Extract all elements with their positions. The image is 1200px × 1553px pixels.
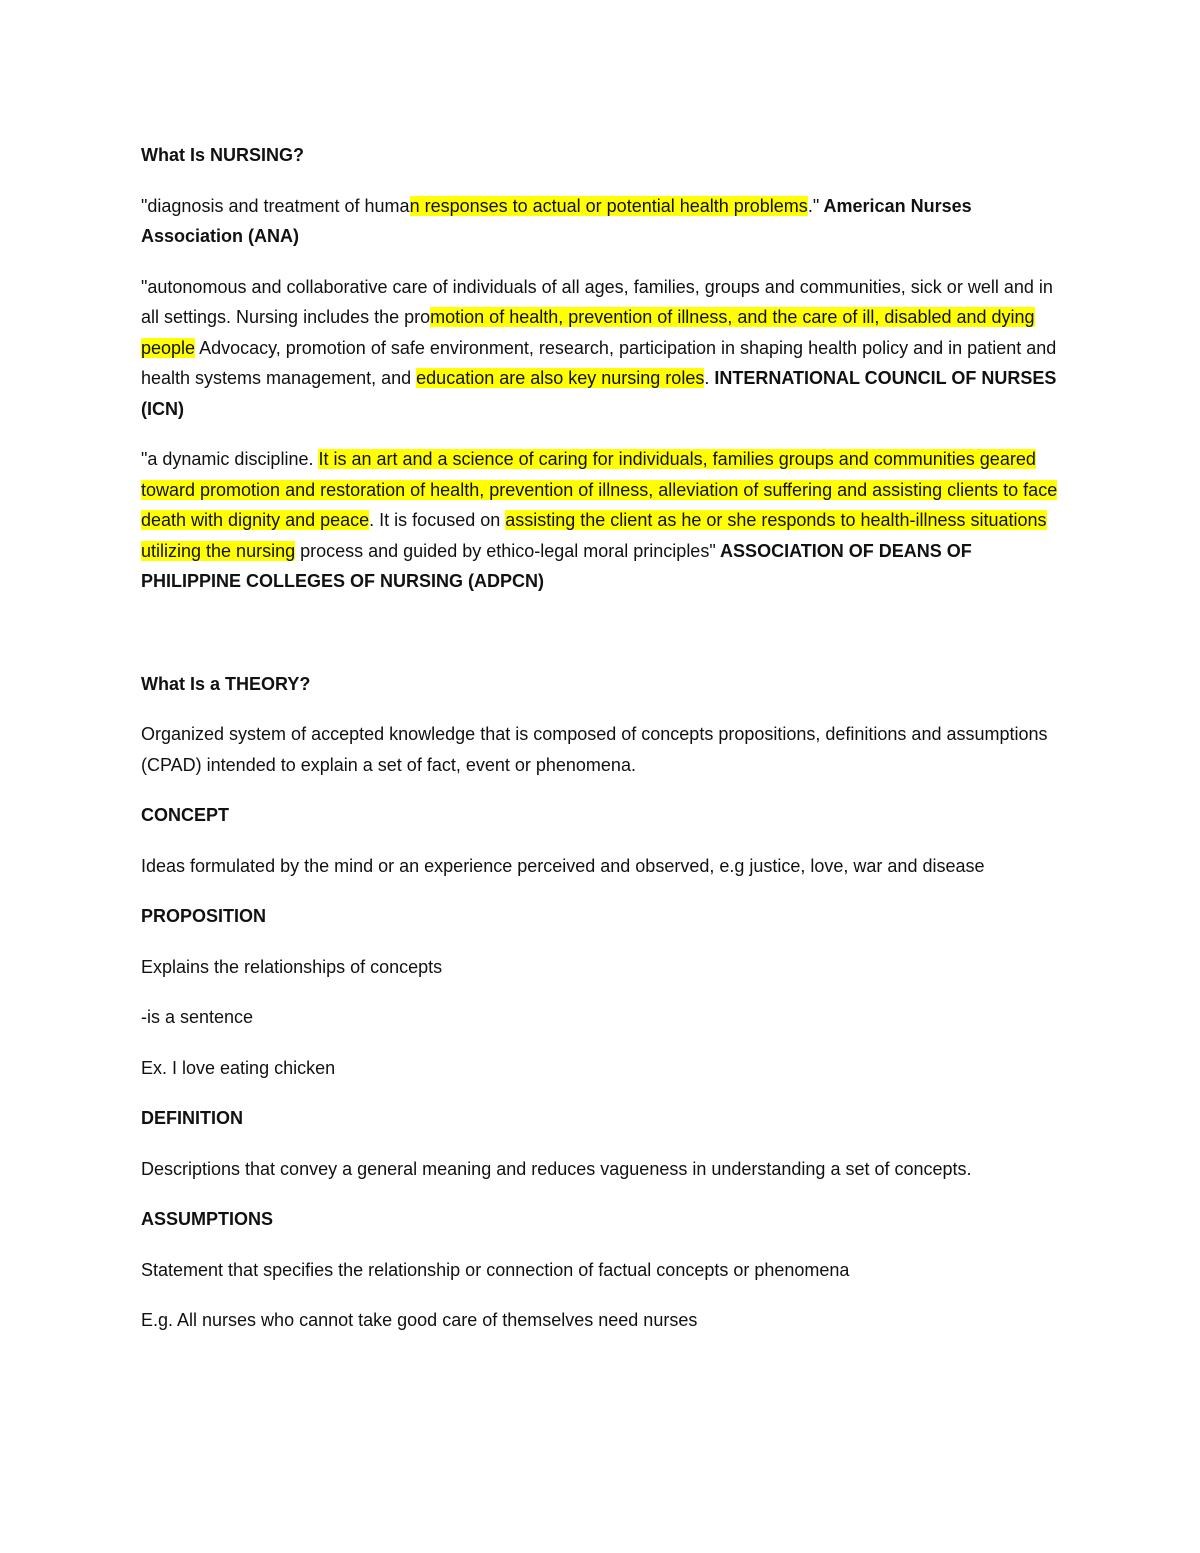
adpcn-text-1: "a dynamic discipline. — [141, 449, 319, 469]
adpcn-highlight-1: It is an art and a science of caring for individuals, families groups and communities geared toward promotion and restoration of health, prevention of illness, alleviation of suffering and assisting clients to face death with dignity and peace — [141, 449, 1058, 530]
nursing-heading: What Is NURSING? — [141, 145, 305, 165]
assumptions-example: E.g. All nurses who cannot take good care of themselves need nurses — [141, 1310, 698, 1330]
ana-text: "diagnosis and treatment of huma — [141, 195, 410, 216]
section-spacer — [141, 617, 1061, 669]
assumptions-text: Statement that specifies the relationship or connection of factual concepts or phenomena — [141, 1259, 850, 1280]
definition-heading: DEFINITION — [141, 1108, 243, 1128]
theory-definition: Organized system of accepted knowledge that is composed of concepts propositions, definitions and assumptions (CPAD) intended to explain a set of fact, event or phenomena. — [141, 724, 1048, 775]
icn-definition — [141, 272, 1061, 425]
icn-highlight-2: education are also key nursing roles — [416, 368, 705, 388]
proposition-heading: PROPOSITION — [141, 906, 267, 926]
adpcn-highlight-2: assisting the client as he or she responds to health-illness situations utilizing the nursing — [141, 510, 1047, 561]
icn-source: INTERNATIONAL COUNCIL OF NURSES (ICN) — [141, 368, 1057, 419]
assumptions-heading: ASSUMPTIONS — [141, 1209, 274, 1229]
icn-highlight-1: motion of health, prevention of illness, and the care of ill, disabled and dying people — [141, 307, 1035, 358]
ana-highlight: n responses to actual or potential health problems — [409, 195, 808, 216]
icn-text-3: . — [704, 368, 710, 388]
icn-text-1: "autonomous and collaborative care of individuals of all ages, families, groups and communities, sick or well and in all settings. Nursing includes the pro — [141, 276, 1053, 327]
proposition-example: Ex. I love eating chicken — [141, 1057, 336, 1078]
icn-text-2: Advocacy, promotion of safe environment, research, participation in shaping health policy and in patient and health systems management, and — [141, 337, 1057, 388]
proposition-text: Explains the relationships of concepts — [141, 956, 443, 977]
theory-heading: What Is a THEORY? — [141, 673, 311, 694]
ana-text-end: ." — [807, 195, 820, 216]
adpcn-text-2: . It is focused on — [369, 510, 506, 530]
ana-source: American Nurses Association (ANA) — [141, 195, 972, 246]
definition-text: Descriptions that convey a general meaning and reduces vagueness in understanding a set of concepts. — [141, 1158, 972, 1179]
proposition-note: -is a sentence — [141, 1007, 254, 1027]
document-body — [141, 140, 1061, 1356]
adpcn-definition — [141, 444, 1061, 597]
adpcn-source: ASSOCIATION OF DEANS OF PHILIPPINE COLLEGES OF NURSING (ADPCN) — [141, 540, 972, 591]
adpcn-text-3: process and guided by ethico-legal moral principles" — [295, 540, 716, 561]
concept-text: Ideas formulated by the mind or an experience perceived and observed, e.g justice, love, war and disease — [141, 855, 985, 876]
ana-definition — [141, 191, 1061, 252]
concept-heading: CONCEPT — [141, 805, 230, 825]
